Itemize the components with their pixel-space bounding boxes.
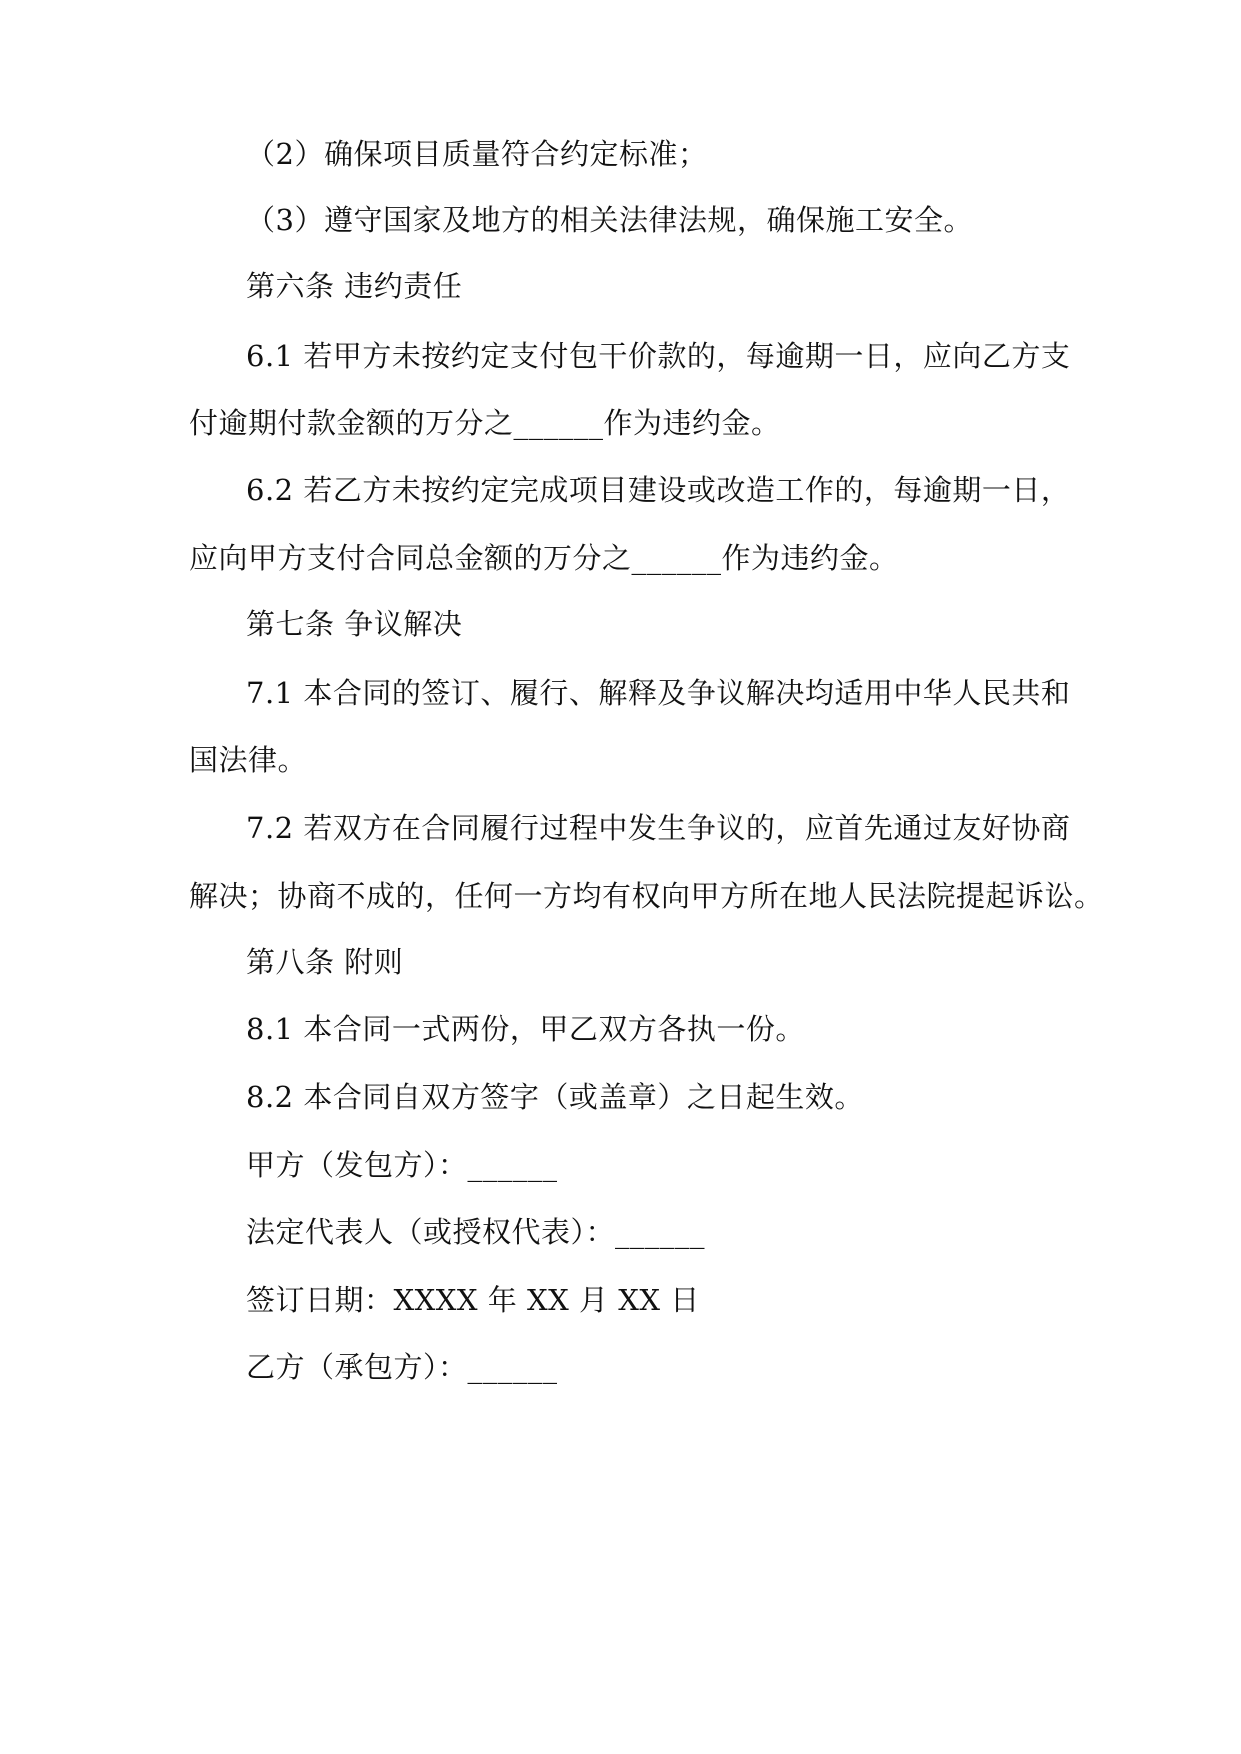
clause-5-item-3: （3）遵守国家及地方的相关法律法规，确保施工安全。 (246, 203, 973, 237)
article-6-heading: 第六条 违约责任 (246, 269, 463, 303)
clause-7-1-line-1: 7.1 本合同的签订、履行、解释及争议解决均适用中华人民共和 (246, 676, 1071, 710)
clause-8-2: 8.2 本合同自双方签字（或盖章）之日起生效。 (246, 1080, 864, 1114)
article-8-heading: 第八条 附则 (246, 945, 404, 979)
clause-8-1: 8.1 本合同一式两份，甲乙双方各执一份。 (246, 1012, 805, 1046)
clause-7-2-line-2: 解决；协商不成的，任何一方均有权向甲方所在地人民法院提起诉讼。 (189, 879, 1104, 913)
clause-6-1-line-1: 6.1 若甲方未按约定支付包干价款的，每逾期一日，应向乙方支 (246, 339, 1071, 373)
clause-6-2-line-1: 6.2 若乙方未按约定完成项目建设或改造工作的，每逾期一日， (246, 473, 1071, 507)
party-b-signature: 乙方（承包方）：______ (246, 1350, 558, 1384)
clause-6-1-line-2: 付逾期付款金额的万分之______作为违约金。 (189, 406, 781, 440)
legal-representative: 法定代表人（或授权代表）：______ (246, 1215, 706, 1249)
article-7-heading: 第七条 争议解决 (246, 607, 463, 641)
clause-7-1-line-2: 国法律。 (189, 743, 308, 777)
clause-5-item-2: （2）确保项目质量符合约定标准； (246, 137, 708, 171)
party-a-signature: 甲方（发包方）：______ (246, 1148, 558, 1182)
clause-6-2-line-2: 应向甲方支付合同总金额的万分之______作为违约金。 (189, 541, 899, 575)
signing-date: 签订日期：XXXX 年 XX 月 XX 日 (246, 1283, 700, 1317)
clause-7-2-line-1: 7.2 若双方在合同履行过程中发生争议的，应首先通过友好协商 (246, 811, 1071, 845)
